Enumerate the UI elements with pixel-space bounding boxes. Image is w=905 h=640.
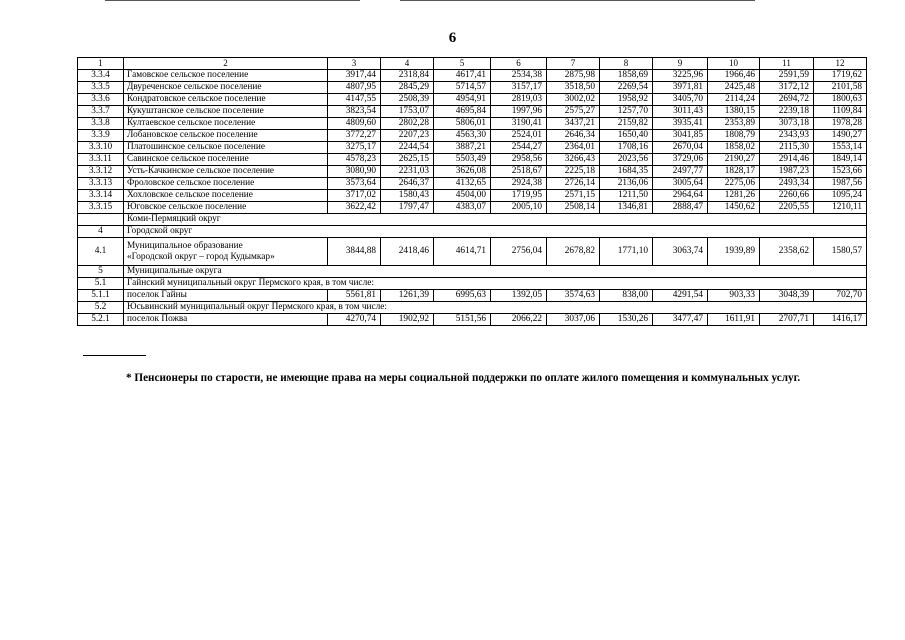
value-cell: 3041,85: [653, 130, 708, 142]
footnote-rule: [83, 355, 146, 356]
row-number: 4: [78, 226, 124, 238]
table-row: [78, 130, 867, 142]
value-cell: 1416,17: [814, 314, 867, 326]
value-cell: 2115,30: [760, 142, 814, 154]
value-cell: 2958,56: [491, 154, 547, 166]
value-cell: 4291,54: [653, 290, 708, 302]
value-cell: 2425,48: [708, 82, 760, 94]
value-cell: 1828,17: [708, 166, 760, 178]
value-cell: 838,00: [600, 290, 653, 302]
value-cell: 2225,18: [547, 166, 600, 178]
value-cell: 2678,82: [547, 238, 600, 266]
value-cell: 3917,44: [328, 70, 381, 82]
section-title: Муниципальные округа: [124, 266, 867, 278]
value-cell: 2101,58: [814, 82, 867, 94]
value-cell: 2591,59: [760, 70, 814, 82]
value-cell: 1719,95: [491, 190, 547, 202]
row-name: Култаевское сельское поселение: [124, 118, 328, 130]
value-cell: 3275,17: [328, 142, 381, 154]
row-number: 5.1: [78, 278, 124, 290]
value-cell: 2508,39: [381, 94, 434, 106]
row-name: поселок Гайны: [124, 290, 328, 302]
value-cell: 3405,70: [653, 94, 708, 106]
value-cell: 2023,56: [600, 154, 653, 166]
data-table: [77, 57, 867, 326]
row-number: 3.3.14: [78, 190, 124, 202]
table-row: [78, 314, 867, 326]
value-cell: 4617,41: [434, 70, 491, 82]
column-header: 11: [760, 58, 814, 70]
value-cell: 2343,93: [760, 130, 814, 142]
value-cell: 1771,10: [600, 238, 653, 266]
value-cell: 1708,16: [600, 142, 653, 154]
column-header: 2: [124, 58, 328, 70]
value-cell: 1523,66: [814, 166, 867, 178]
value-cell: 3048,39: [760, 290, 814, 302]
value-cell: 1958,92: [600, 94, 653, 106]
value-cell: 2358,62: [760, 238, 814, 266]
value-cell: 2875,98: [547, 70, 600, 82]
value-cell: 3729,06: [653, 154, 708, 166]
value-cell: 4695,84: [434, 106, 491, 118]
table-body: [78, 58, 867, 326]
value-cell: 3477,47: [653, 314, 708, 326]
column-header: 5: [434, 58, 491, 70]
value-cell: 4578,23: [328, 154, 381, 166]
row-number: 3.3.6: [78, 94, 124, 106]
table-row: [78, 202, 867, 214]
value-cell: 3772,27: [328, 130, 381, 142]
value-cell: 3157,17: [491, 82, 547, 94]
value-cell: 2260,66: [760, 190, 814, 202]
value-cell: 1987,56: [814, 178, 867, 190]
section-title: Коми-Пермяцкий округ: [124, 214, 867, 226]
value-cell: 1281,26: [708, 190, 760, 202]
value-cell: 2497,77: [653, 166, 708, 178]
table-row: [78, 190, 867, 202]
row-name: Платошинское сельское поселение: [124, 142, 328, 154]
row-name: [124, 238, 328, 266]
value-cell: 1797,47: [381, 202, 434, 214]
table-row: [78, 290, 867, 302]
value-cell: 4809,60: [328, 118, 381, 130]
table-row: [78, 278, 867, 290]
value-cell: 4563,30: [434, 130, 491, 142]
value-cell: 2924,38: [491, 178, 547, 190]
row-name-line: «Городской округ – город Кудымкар»: [127, 251, 275, 262]
value-cell: 1987,23: [760, 166, 814, 178]
row-number: 4.1: [78, 238, 124, 266]
value-cell: 4270,74: [328, 314, 381, 326]
value-cell: 1530,26: [600, 314, 653, 326]
value-cell: 4132,65: [434, 178, 491, 190]
row-number: 3.3.9: [78, 130, 124, 142]
value-cell: 4614,71: [434, 238, 491, 266]
value-cell: 2136,06: [600, 178, 653, 190]
value-cell: 2625,15: [381, 154, 434, 166]
value-cell: 3037,06: [547, 314, 600, 326]
row-name-line: Муниципальное образование: [127, 240, 243, 251]
value-cell: 2646,34: [547, 130, 600, 142]
table-row: [78, 166, 867, 178]
value-cell: 1095,24: [814, 190, 867, 202]
section-title: Юсьвинский муниципальный округ Пермского края, в том числе:: [124, 302, 867, 314]
row-number: 3.3.7: [78, 106, 124, 118]
row-number: 3.3.11: [78, 154, 124, 166]
table-row: [78, 142, 867, 154]
row-name: Хохловское сельское поселение: [124, 190, 328, 202]
table-row: [78, 70, 867, 82]
value-cell: 4954,91: [434, 94, 491, 106]
value-cell: 2244,54: [381, 142, 434, 154]
value-cell: 3518,50: [547, 82, 600, 94]
value-cell: 3190,41: [491, 118, 547, 130]
value-cell: 2845,29: [381, 82, 434, 94]
value-cell: 1580,43: [381, 190, 434, 202]
value-cell: 1997,96: [491, 106, 547, 118]
row-name: Гамовское сельское поселение: [124, 70, 328, 82]
value-cell: 2207,23: [381, 130, 434, 142]
value-cell: 3717,02: [328, 190, 381, 202]
value-cell: 2190,27: [708, 154, 760, 166]
value-cell: 4383,07: [434, 202, 491, 214]
table-row: [78, 82, 867, 94]
value-cell: 2646,37: [381, 178, 434, 190]
top-rule-left: [105, 0, 360, 1]
value-cell: 1580,57: [814, 238, 867, 266]
column-header: 1: [78, 58, 124, 70]
value-cell: 5806,01: [434, 118, 491, 130]
value-cell: 2670,04: [653, 142, 708, 154]
value-cell: 1753,07: [381, 106, 434, 118]
row-name: Двуреченское сельское поселение: [124, 82, 328, 94]
value-cell: 3573,64: [328, 178, 381, 190]
value-cell: 3063,74: [653, 238, 708, 266]
row-name: Юговское сельское поселение: [124, 202, 328, 214]
value-cell: 3823,54: [328, 106, 381, 118]
row-number-empty: [78, 214, 124, 226]
row-number: 3.3.10: [78, 142, 124, 154]
value-cell: 2275,06: [708, 178, 760, 190]
value-cell: 2544,27: [491, 142, 547, 154]
value-cell: 2534,38: [491, 70, 547, 82]
value-cell: 2888,47: [653, 202, 708, 214]
value-cell: 1939,89: [708, 238, 760, 266]
row-number: 3.3.4: [78, 70, 124, 82]
row-name: Лобановское сельское поселение: [124, 130, 328, 142]
row-number: 5.2.1: [78, 314, 124, 326]
value-cell: 2205,55: [760, 202, 814, 214]
value-cell: 4807,95: [328, 82, 381, 94]
value-cell: 1858,02: [708, 142, 760, 154]
value-cell: 1346,81: [600, 202, 653, 214]
column-header: 9: [653, 58, 708, 70]
value-cell: 3225,96: [653, 70, 708, 82]
value-cell: 2756,04: [491, 238, 547, 266]
value-cell: 3005,64: [653, 178, 708, 190]
column-header: 8: [600, 58, 653, 70]
value-cell: 1800,63: [814, 94, 867, 106]
value-cell: 2914,46: [760, 154, 814, 166]
row-number: 5: [78, 266, 124, 278]
page-number: 6: [448, 30, 457, 46]
row-name: Усть-Качкинское сельское поселение: [124, 166, 328, 178]
footnote: * Пенсионеры по старости, не имеющие права на меры социальной поддержки по оплате жилого помещения и коммунальных услуг.: [126, 372, 801, 384]
value-cell: 1257,70: [600, 106, 653, 118]
value-cell: 2726,14: [547, 178, 600, 190]
value-cell: 3002,02: [547, 94, 600, 106]
row-number: 3.3.5: [78, 82, 124, 94]
top-rule-right: [400, 0, 755, 1]
value-cell: 1261,39: [381, 290, 434, 302]
value-cell: 2518,67: [491, 166, 547, 178]
value-cell: 5714,57: [434, 82, 491, 94]
table-row: [78, 302, 867, 314]
value-cell: 1719,62: [814, 70, 867, 82]
table-header-row: [78, 58, 867, 70]
value-cell: 4147,55: [328, 94, 381, 106]
value-cell: 3574,63: [547, 290, 600, 302]
value-cell: 2964,64: [653, 190, 708, 202]
value-cell: 1380,15: [708, 106, 760, 118]
value-cell: 3626,08: [434, 166, 491, 178]
value-cell: 3080,90: [328, 166, 381, 178]
column-header: 7: [547, 58, 600, 70]
value-cell: 3266,43: [547, 154, 600, 166]
row-number: 3.3.12: [78, 166, 124, 178]
value-cell: 1210,11: [814, 202, 867, 214]
value-cell: 1611,91: [708, 314, 760, 326]
table-row: [78, 106, 867, 118]
value-cell: 1966,46: [708, 70, 760, 82]
value-cell: 1553,14: [814, 142, 867, 154]
value-cell: 3172,12: [760, 82, 814, 94]
value-cell: 3073,18: [760, 118, 814, 130]
row-name: поселок Пожва: [124, 314, 328, 326]
value-cell: 2819,03: [491, 94, 547, 106]
value-cell: 1858,69: [600, 70, 653, 82]
value-cell: 2571,15: [547, 190, 600, 202]
value-cell: 4504,00: [434, 190, 491, 202]
value-cell: 2353,89: [708, 118, 760, 130]
row-number: 3.3.13: [78, 178, 124, 190]
column-header: 4: [381, 58, 434, 70]
value-cell: 3437,21: [547, 118, 600, 130]
value-cell: 3844,88: [328, 238, 381, 266]
table-row: [78, 94, 867, 106]
value-cell: 3971,81: [653, 82, 708, 94]
value-cell: 1902,92: [381, 314, 434, 326]
value-cell: 2524,01: [491, 130, 547, 142]
value-cell: 2318,84: [381, 70, 434, 82]
value-cell: 1211,50: [600, 190, 653, 202]
value-cell: 3887,21: [434, 142, 491, 154]
value-cell: 3011,43: [653, 106, 708, 118]
value-cell: 1392,05: [491, 290, 547, 302]
value-cell: 2575,27: [547, 106, 600, 118]
value-cell: 5151,56: [434, 314, 491, 326]
value-cell: 2694,72: [760, 94, 814, 106]
value-cell: 1978,28: [814, 118, 867, 130]
value-cell: 1849,14: [814, 154, 867, 166]
table-row: [78, 226, 867, 238]
value-cell: 3935,41: [653, 118, 708, 130]
value-cell: 6995,63: [434, 290, 491, 302]
value-cell: 2508,14: [547, 202, 600, 214]
column-header: 12: [814, 58, 867, 70]
value-cell: 1684,35: [600, 166, 653, 178]
value-cell: 702,70: [814, 290, 867, 302]
row-number: 5.2: [78, 302, 124, 314]
section-title: Городской округ: [124, 226, 867, 238]
value-cell: 5561,81: [328, 290, 381, 302]
section-title: Гайнский муниципальный округ Пермского края, в том числе:: [124, 278, 867, 290]
row-name: Савинское сельское поселение: [124, 154, 328, 166]
row-number: 3.3.15: [78, 202, 124, 214]
value-cell: 1450,62: [708, 202, 760, 214]
value-cell: 903,33: [708, 290, 760, 302]
table-row: [78, 178, 867, 190]
column-header: 10: [708, 58, 760, 70]
row-number: 5.1.1: [78, 290, 124, 302]
value-cell: 1650,40: [600, 130, 653, 142]
value-cell: 1808,79: [708, 130, 760, 142]
table-row: [78, 238, 867, 266]
value-cell: 2159,82: [600, 118, 653, 130]
row-name: Кондратовское сельское поселение: [124, 94, 328, 106]
value-cell: 2005,10: [491, 202, 547, 214]
column-header: 6: [491, 58, 547, 70]
value-cell: 1109,84: [814, 106, 867, 118]
value-cell: 2364,01: [547, 142, 600, 154]
value-cell: 2707,71: [760, 314, 814, 326]
row-number: 3.3.8: [78, 118, 124, 130]
row-name: Кукуштанское сельское поселение: [124, 106, 328, 118]
table-row: [78, 154, 867, 166]
row-name: Фроловское сельское поселение: [124, 178, 328, 190]
value-cell: 2114,24: [708, 94, 760, 106]
column-header: 3: [328, 58, 381, 70]
value-cell: 3622,42: [328, 202, 381, 214]
value-cell: 2269,54: [600, 82, 653, 94]
value-cell: 2066,22: [491, 314, 547, 326]
value-cell: 2418,46: [381, 238, 434, 266]
value-cell: 2802,28: [381, 118, 434, 130]
value-cell: 2239,18: [760, 106, 814, 118]
table-row: [78, 266, 867, 278]
value-cell: 2493,34: [760, 178, 814, 190]
table-row: [78, 214, 867, 226]
value-cell: 1490,27: [814, 130, 867, 142]
value-cell: 5503,49: [434, 154, 491, 166]
table-row: [78, 118, 867, 130]
value-cell: 2231,03: [381, 166, 434, 178]
